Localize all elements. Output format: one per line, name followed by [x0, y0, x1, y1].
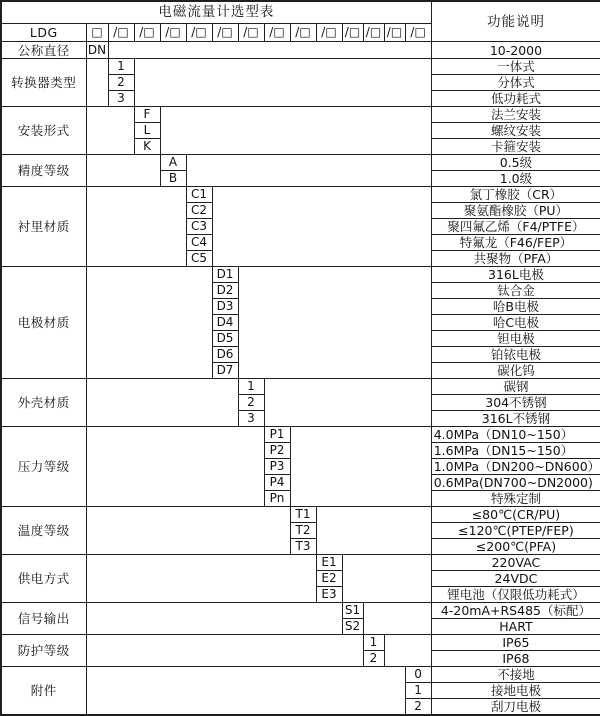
diameter-desc: 10-2000 [431, 42, 600, 59]
spacer-cell [160, 107, 431, 155]
option-code-temperature-class: T3 [290, 538, 316, 554]
option-code-electrode-material: D2 [212, 283, 238, 299]
category-label-converter-type: 转换器类型 [1, 59, 86, 107]
category-label-signal-output: 信号输出 [1, 602, 86, 634]
option-code-housing-material: 3 [238, 410, 264, 426]
option-desc-pressure-class: 特殊定制 [431, 490, 600, 506]
option-code-housing-material: 2 [238, 394, 264, 410]
option-code-signal-output: S2 [342, 618, 363, 634]
option-code-electrode-material: D1 [212, 267, 238, 283]
spacer-cell [86, 426, 264, 506]
spacer-cell [86, 634, 363, 666]
model-slot: /□ [384, 24, 405, 42]
option-desc-pressure-class: 4.0MPa（DN10~150） [431, 426, 600, 442]
option-desc-signal-output: 4-20mA+RS485（标配） [431, 602, 600, 618]
category-label-electrode-material: 电极材质 [1, 267, 86, 379]
option-code-power-supply: E2 [316, 570, 342, 586]
option-desc-accessory: 接地电极 [431, 682, 600, 698]
spacer-cell [264, 378, 431, 426]
category-label-protection-class: 防护等级 [1, 634, 86, 666]
option-code-signal-output: S1 [342, 602, 363, 618]
spacer-cell [186, 155, 431, 187]
model-slot: /□ [238, 24, 264, 42]
option-desc-signal-output: HART [431, 618, 600, 634]
option-desc-electrode-material: 316L电极 [431, 267, 600, 283]
option-code-converter-type: 1 [108, 59, 134, 75]
model-slot: /□ [264, 24, 290, 42]
model-slot: /□ [108, 24, 134, 42]
option-desc-pressure-class: 1.0MPa（DN200~DN600） [431, 458, 600, 474]
category-label-pressure-class: 压力等级 [1, 426, 86, 506]
option-desc-converter-type: 低功耗式 [431, 91, 600, 107]
spacer-cell [86, 107, 134, 155]
option-code-electrode-material: D5 [212, 330, 238, 346]
model-slot: /□ [316, 24, 342, 42]
option-code-lining-material: C4 [186, 235, 212, 251]
spacer-cell [86, 267, 212, 379]
option-desc-pressure-class: 0.6MPa(DN700~DN2000) [431, 474, 600, 490]
model-slot: /□ [342, 24, 363, 42]
option-desc-lining-material: 共聚物（PFA） [431, 251, 600, 267]
category-label-lining-material: 衬里材质 [1, 187, 86, 267]
category-label-accuracy-class: 精度等级 [1, 155, 86, 187]
spacer-cell [342, 554, 431, 602]
option-code-pressure-class: Pn [264, 490, 290, 506]
option-code-pressure-class: P1 [264, 426, 290, 442]
model-slot: /□ [160, 24, 186, 42]
spacer-cell [134, 59, 431, 107]
option-desc-pressure-class: 1.6MPa（DN15~150） [431, 442, 600, 458]
option-desc-electrode-material: 哈B电极 [431, 299, 600, 315]
option-code-converter-type: 3 [108, 91, 134, 107]
option-code-lining-material: C2 [186, 203, 212, 219]
option-code-electrode-material: D7 [212, 362, 238, 378]
option-desc-temperature-class: ≤120℃(PTEP/FEP) [431, 522, 600, 538]
option-code-pressure-class: P4 [264, 474, 290, 490]
model-slot: /□ [290, 24, 316, 42]
model-slot: /□ [134, 24, 160, 42]
model-slot: /□ [363, 24, 384, 42]
option-code-lining-material: C1 [186, 187, 212, 203]
option-code-installation-type: L [134, 123, 160, 139]
option-code-electrode-material: D4 [212, 314, 238, 330]
option-desc-accuracy-class: 0.5级 [431, 155, 600, 171]
category-label-temperature-class: 温度等级 [1, 506, 86, 554]
option-code-temperature-class: T1 [290, 506, 316, 522]
diameter-row-label: 公称直径 [1, 42, 86, 59]
option-code-protection-class: 2 [363, 650, 384, 666]
spacer-cell [212, 187, 431, 267]
spacer-cell [86, 59, 108, 107]
option-code-temperature-class: T2 [290, 522, 316, 538]
spacer-cell [86, 378, 238, 426]
spacer-cell [108, 42, 431, 59]
option-desc-electrode-material: 碳化钨 [431, 362, 600, 378]
spacer-cell [86, 155, 160, 187]
option-code-pressure-class: P2 [264, 442, 290, 458]
option-code-power-supply: E1 [316, 554, 342, 570]
option-code-power-supply: E3 [316, 586, 342, 602]
option-code-installation-type: K [134, 139, 160, 155]
option-desc-power-supply: 锂电池（仅限低功耗式） [431, 586, 600, 602]
option-desc-installation-type: 卡箍安装 [431, 139, 600, 155]
option-desc-protection-class: IP68 [431, 650, 600, 666]
spacer-cell [363, 602, 431, 634]
spacer-cell [316, 506, 431, 554]
option-desc-accuracy-class: 1.0级 [431, 171, 600, 187]
option-desc-electrode-material: 铂铱电极 [431, 346, 600, 362]
category-label-installation-type: 安装形式 [1, 107, 86, 155]
option-desc-housing-material: 316L不锈钢 [431, 410, 600, 426]
spacer-cell [384, 634, 431, 666]
option-desc-temperature-class: ≤80℃(CR/PU) [431, 506, 600, 522]
option-desc-accessory: 刮刀电极 [431, 698, 600, 715]
option-desc-lining-material: 聚氨酯橡胶（PU） [431, 203, 600, 219]
option-code-accuracy-class: B [160, 171, 186, 187]
option-desc-housing-material: 碳钢 [431, 378, 600, 394]
option-desc-accessory: 不接地 [431, 666, 600, 682]
option-code-converter-type: 2 [108, 75, 134, 91]
option-desc-electrode-material: 哈C电极 [431, 314, 600, 330]
option-code-lining-material: C5 [186, 251, 212, 267]
option-desc-protection-class: IP65 [431, 634, 600, 650]
option-desc-lining-material: 特氟龙（F46/FEP） [431, 235, 600, 251]
model-slot: /□ [212, 24, 238, 42]
option-code-pressure-class: P3 [264, 458, 290, 474]
model-first-box: □ [86, 24, 108, 42]
model-slot: /□ [186, 24, 212, 42]
model-prefix: LDG [1, 24, 86, 42]
option-desc-lining-material: 氯丁橡胶（CR） [431, 187, 600, 203]
option-code-accessory: 0 [405, 666, 431, 682]
spacer-cell [86, 666, 405, 715]
option-desc-housing-material: 304不锈钢 [431, 394, 600, 410]
option-code-electrode-material: D3 [212, 299, 238, 315]
spacer-cell [290, 426, 431, 506]
option-desc-converter-type: 一体式 [431, 59, 600, 75]
option-desc-power-supply: 220VAC [431, 554, 600, 570]
option-code-installation-type: F [134, 107, 160, 123]
option-desc-installation-type: 螺纹安装 [431, 123, 600, 139]
spacer-cell [86, 506, 290, 554]
option-code-housing-material: 1 [238, 378, 264, 394]
option-desc-converter-type: 分体式 [431, 75, 600, 91]
function-column-header: 功能说明 [431, 1, 600, 42]
category-label-accessory: 附件 [1, 666, 86, 715]
option-desc-temperature-class: ≤200℃(PFA) [431, 538, 600, 554]
option-code-accessory: 2 [405, 698, 431, 715]
spacer-cell [86, 554, 316, 602]
diameter-code: DN [87, 42, 107, 57]
table-title: 电磁流量计选型表 [1, 1, 431, 24]
option-desc-power-supply: 24VDC [431, 570, 600, 586]
option-desc-lining-material: 聚四氟乙烯（F4/PTFE） [431, 219, 600, 235]
spacer-cell [86, 187, 186, 267]
category-label-power-supply: 供电方式 [1, 554, 86, 602]
model-slot: /□ [405, 24, 431, 42]
option-desc-electrode-material: 钛合金 [431, 283, 600, 299]
option-code-protection-class: 1 [363, 634, 384, 650]
spacer-cell [238, 267, 431, 379]
option-code-electrode-material: D6 [212, 346, 238, 362]
spacer-cell [86, 602, 342, 634]
option-code-accuracy-class: A [160, 155, 186, 171]
option-desc-installation-type: 法兰安装 [431, 107, 600, 123]
option-code-accessory: 1 [405, 682, 431, 698]
option-code-lining-material: C3 [186, 219, 212, 235]
option-desc-electrode-material: 钽电极 [431, 330, 600, 346]
category-label-housing-material: 外壳材质 [1, 378, 86, 426]
